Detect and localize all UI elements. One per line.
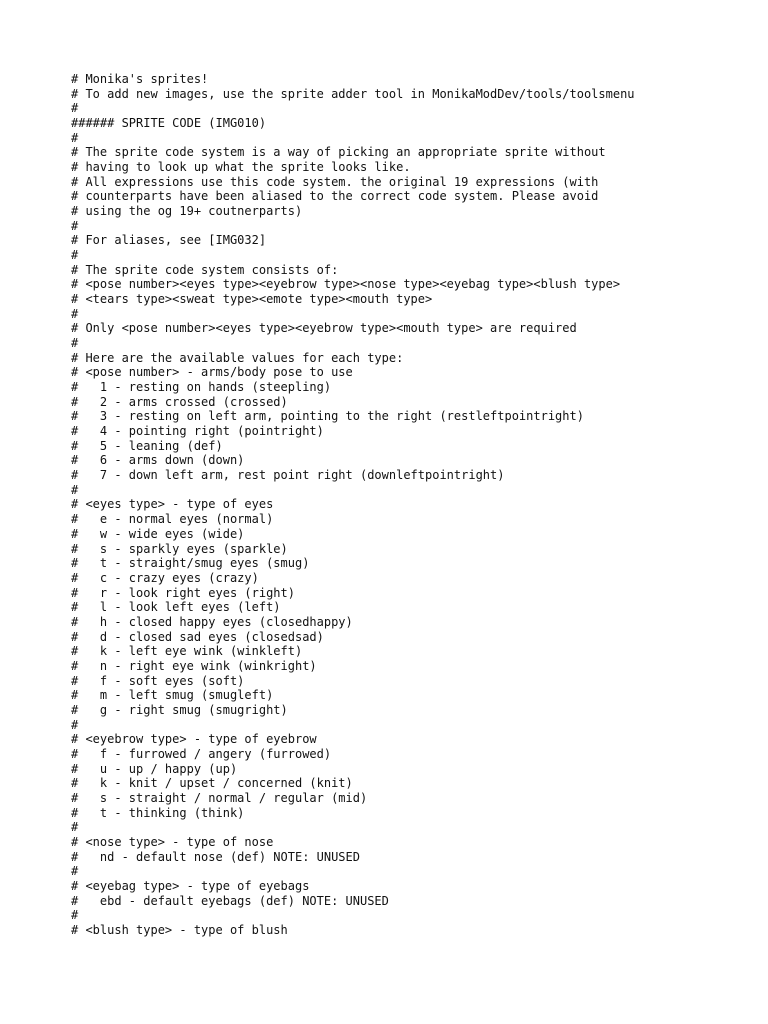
code-line: # c - crazy eyes (crazy): [71, 570, 259, 585]
code-line: # using the og 19+ coutnerparts): [71, 204, 303, 219]
code-line: # <tears type><sweat type><emote type><mouth type>: [71, 292, 433, 307]
code-line: # 5 - leaning (def): [71, 438, 223, 453]
code-line: # <pose number><eyes type><eyebrow type><nose type><eyebag type><blush type>: [71, 277, 621, 292]
code-line: # For aliases, see [IMG032]: [71, 233, 267, 248]
code-line: # <pose number> - arms/body pose to use: [71, 365, 353, 380]
code-line: # f - furrowed / angery (furrowed): [71, 746, 332, 761]
code-line: #: [71, 482, 79, 497]
code-line: # f - soft eyes (soft): [71, 673, 245, 688]
code-line: # d - closed sad eyes (closedsad): [71, 629, 324, 644]
code-line: # ebd - default eyebags (def) NOTE: UNUSED: [71, 893, 389, 908]
code-line: #: [71, 820, 79, 835]
code-line: #: [71, 717, 79, 732]
code-line: # m - left smug (smugleft): [71, 688, 274, 703]
code-line: # counterparts have been aliased to the correct code system. Please avoid: [71, 189, 599, 204]
code-line: ###### SPRITE CODE (IMG010): [71, 116, 267, 131]
code-line: # 4 - pointing right (pointright): [71, 424, 324, 439]
code-line: # Only <pose number><eyes type><eyebrow type><mouth type> are required: [71, 321, 577, 336]
code-listing: [71, 72, 751, 938]
code-line: # nd - default nose (def) NOTE: UNUSED: [71, 849, 360, 864]
code-line: #: [71, 218, 79, 233]
code-line: # g - right smug (smugright): [71, 702, 288, 717]
code-line: # The sprite code system is a way of picking an appropriate sprite without: [71, 145, 606, 160]
code-line: # k - knit / upset / concerned (knit): [71, 776, 353, 791]
code-line: # Monika's sprites!: [71, 72, 209, 86]
code-line: # s - sparkly eyes (sparkle): [71, 541, 288, 556]
code-line: # t - thinking (think): [71, 805, 245, 820]
code-line: # u - up / happy (up): [71, 761, 238, 776]
code-line: # w - wide eyes (wide): [71, 526, 245, 541]
code-line: #: [71, 306, 79, 321]
code-line: #: [71, 248, 79, 263]
code-line: # 7 - down left arm, rest point right (downleftpointright): [71, 468, 505, 483]
code-line: # 6 - arms down (down): [71, 453, 245, 468]
code-line: # s - straight / normal / regular (mid): [71, 790, 368, 805]
code-line: # The sprite code system consists of:: [71, 262, 339, 277]
code-line: #: [71, 336, 79, 351]
code-line: #: [71, 908, 79, 923]
code-line: # Here are the available values for each type:: [71, 350, 404, 365]
code-line: # <eyebrow type> - type of eyebrow: [71, 732, 317, 747]
code-line: # <blush type> - type of blush: [71, 922, 288, 937]
code-line: # r - look right eyes (right): [71, 585, 295, 600]
code-line: # t - straight/smug eyes (smug): [71, 556, 310, 571]
code-line: # having to look up what the sprite looks like.: [71, 160, 411, 175]
code-line: # l - look left eyes (left): [71, 600, 281, 615]
code-line: # n - right eye wink (winkright): [71, 658, 317, 673]
code-line: # <nose type> - type of nose: [71, 834, 274, 849]
code-line: # 1 - resting on hands (steepling): [71, 380, 332, 395]
code-line: # 3 - resting on left arm, pointing to the right (restleftpointright): [71, 409, 584, 424]
code-line: # To add new images, use the sprite adder tool in MonikaModDev/tools/toolsmenu: [71, 86, 635, 101]
code-line: # h - closed happy eyes (closedhappy): [71, 614, 353, 629]
code-line: # 2 - arms crossed (crossed): [71, 394, 288, 409]
code-line: # <eyes type> - type of eyes: [71, 497, 274, 512]
code-line: # e - normal eyes (normal): [71, 512, 274, 527]
code-line: #: [71, 864, 79, 879]
code-line: #: [71, 130, 79, 145]
code-line: # All expressions use this code system. the original 19 expressions (with: [71, 174, 599, 189]
code-line: # k - left eye wink (winkleft): [71, 644, 303, 659]
code-line: # <eyebag type> - type of eyebags: [71, 878, 310, 893]
code-line: #: [71, 101, 79, 116]
